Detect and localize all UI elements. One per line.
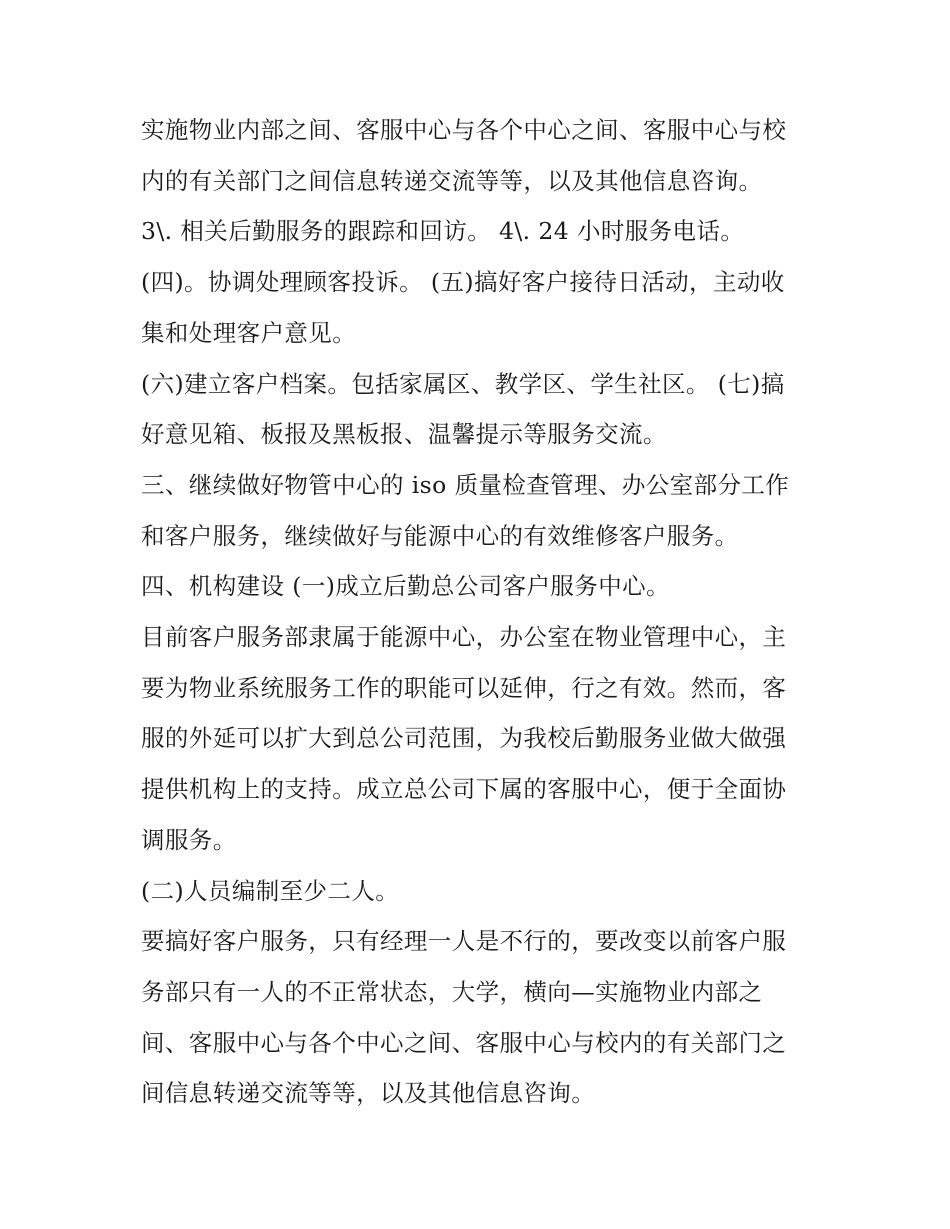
text-line: (四)。协调处理顾客投诉。 (五)搞好客户接待日活动，主动收 bbox=[141, 268, 785, 297]
text-line: 间、客服中心与各个中心之间、客服中心与校内的有关部门之 bbox=[141, 1028, 787, 1057]
text-line: 间信息转递交流等等，以及其他信息咨询。 bbox=[141, 1079, 596, 1108]
text-line: 三、继续做好物管中心的 iso 质量检查管理、办公室部分工作 bbox=[141, 470, 790, 499]
text-line: 3\. 相关后勤服务的跟踪和回访。 4\. 24 小时服务电话。 bbox=[141, 217, 745, 246]
text-line: 目前客户服务部隶属于能源中心，办公室在物业管理中心，主 bbox=[141, 623, 787, 652]
text-line: 调服务。 bbox=[141, 825, 237, 854]
text-line: 实施物业内部之间、客服中心与各个中心之间、客服中心与校 bbox=[141, 116, 787, 144]
text-line: 内的有关部门之间信息转递交流等等，以及其他信息咨询。 bbox=[141, 166, 763, 195]
text-line: 服的外延可以扩大到总公司范围，为我校后勤服务业做大做强 bbox=[141, 724, 787, 753]
text-line: 好意见箱、板报及黑板报、温馨提示等服务交流。 bbox=[141, 420, 667, 449]
text-line: (二)人员编制至少二人。 bbox=[141, 876, 400, 905]
text-line: 集和处理客户意见。 bbox=[141, 318, 357, 347]
text-line: 提供机构上的支持。成立总公司下属的客服中心，便于全面协 bbox=[141, 775, 787, 804]
document-body bbox=[141, 105, 821, 1119]
text-line: 要搞好客户服务，只有经理一人是不行的，要改变以前客户服 bbox=[141, 927, 787, 956]
text-line: 务部只有一人的不正常状态，大学，横向—实施物业内部之 bbox=[141, 977, 763, 1006]
text-line: 和客户服务，继续做好与能源中心的有效维修客户服务。 bbox=[141, 521, 739, 550]
text-line: (六)建立客户档案。包括家属区、教学区、学生社区。 (七)搞 bbox=[141, 369, 785, 398]
text-line: 四、机构建设 (一)成立后勤总公司客户服务中心。 bbox=[141, 572, 670, 601]
text-line: 要为物业系统服务工作的职能可以延伸，行之有效。然而，客 bbox=[141, 673, 787, 702]
